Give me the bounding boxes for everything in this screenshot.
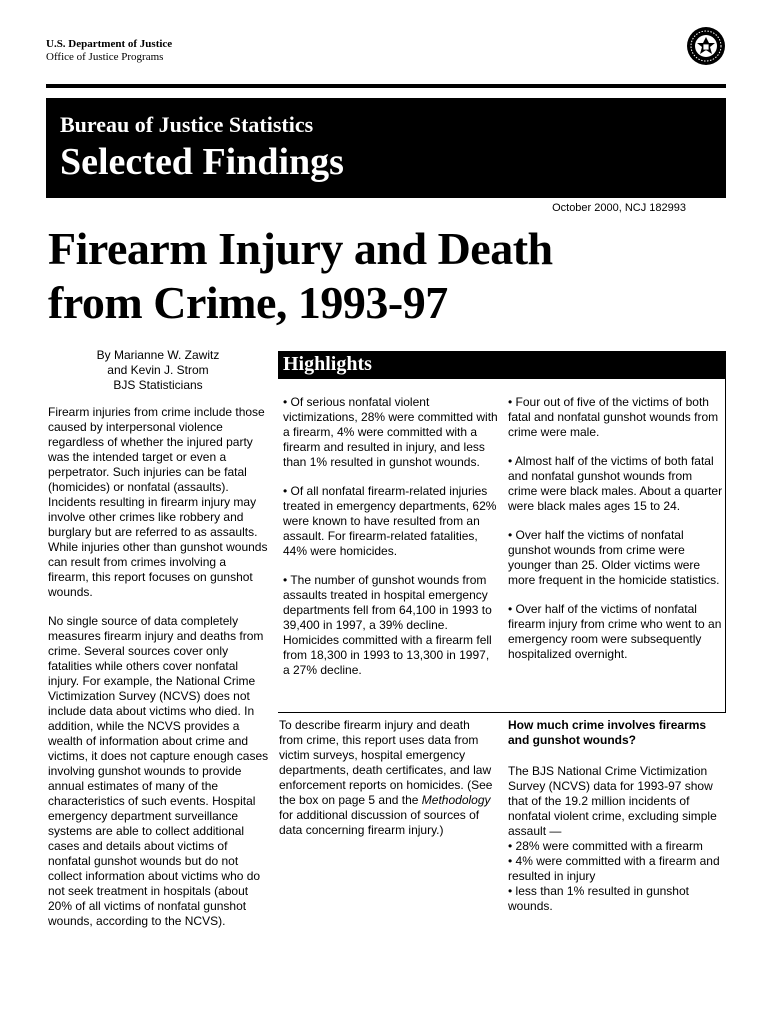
highlight-item: • Of serious nonfatal violent victimizations, 28% were committed with a firearm, 4% were committed with a firearm and resulted in injury, and less than 1% resulted in gunshot wounds. [283,395,498,469]
byline-line-1: By Marianne W. Zawitz [96,348,220,362]
highlight-item: • Over half the victims of nonfatal gunshot wounds from crime were younger than 25. Older victims were more frequent in the homicide statistics. [508,528,720,587]
highlight-item: • Over half of the victims of nonfatal firearm injury from crime who went to an emergency room were subsequently hospitalized overnight. [508,602,722,661]
paragraph: No single source of data completely measures firearm injury and deaths from crime. Several sources cover only fatalities while others cover nonfatal injury. For example, the National Crime Victimization Survey (NCVS) does not include data about victims who died. In addition, while the NCVS provides a wealth of information about crime and victims, it does not capture enough cases involving gunshot wounds to provide annual estimates of many of the characteristics of such events. Hospital emergency department surveillance systems are able to collect additional cases and details about victims of nonfatal gunshot wounds but do not collect information about victims who do not seek treatment in hospitals (about 20% of all victims of nonfatal gunshot wounds, according to the NCVS). [48,614,269,928]
highlight-item: • Of all nonfatal firearm-related injuries treated in emergency departments, 62% were known to have resulted from an assault. For firearm-related fatalities, 44% were homicides. [283,484,497,558]
banner-agency: Bureau of Justice Statistics [60,112,314,137]
highlights-left-column [283,395,499,692]
paragraph: Firearm injuries from crime include those caused by interpersonal violence regardless of whether the injured party was the intended target or even a perpetrator. Such injuries can be fatal (homicides) or nonfatal (assaults). Incidents resulting in firearm injury may involve other crimes like robbery and burglary but are referred to as assaults. While injuries other than gunshot wounds can result from crimes involving a firearm, this report focuses on gunshot wounds. [48,405,268,599]
paragraph: The BJS National Crime Victimization Survey (NCVS) data for 1993-97 show that of the 19.2 million incidents of nonfatal violent crime, excluding simple assault — [508,764,717,838]
highlights-heading: Highlights [283,353,372,375]
office-name: Office of Justice Programs [46,51,164,63]
highlight-item: • Almost half of the victims of both fatal and nonfatal gunshot wounds from crime were black males. About a quarter were black males ages 15 to 24. [508,454,723,513]
title-line-2: from Crime, 1993-97 [48,277,448,328]
byline-line-2: and Kevin J. Strom [107,363,209,377]
highlights-right-column [508,395,724,676]
left-column [48,405,270,943]
byline [48,348,268,393]
bullet-item: • 4% were committed with a firearm and resulted in injury [508,854,720,883]
highlight-item: • Four out of five of the victims of both fatal and nonfatal gunshot wounds from crime were male. [508,395,719,439]
highlight-item: • The number of gunshot wounds from assaults treated in hospital emergency departments fell from 64,100 in 1993 to 39,400 in 1997, a 39% decline. Homicides committed with a firearm fell from 18,300 in 1993 to 13,300 in 1997, a 27% decline. [283,573,492,677]
text-segment: for additional discussion of sources of data concerning firearm injury.) [279,808,480,837]
series-banner [46,98,726,198]
section-heading: How much crime involves firearms and gunshot wounds? [508,718,707,747]
methodology-reference: Methodology [421,793,491,807]
bullet-item: • 28% were committed with a firearm [508,839,703,853]
paragraph [279,718,495,838]
middle-column [279,718,495,852]
date-ncj: October 2000, NCJ 182993 [552,202,686,214]
banner-series: Selected Findings [60,141,344,183]
department-name: U.S. Department of Justice [46,38,173,50]
doj-seal-icon [686,26,726,66]
header-rule [46,84,726,88]
text-segment: To describe firearm injury and death from crime, this report uses data from victim surveys, hospital emergency departments, death certificates, and law enforcement reports on homicides. (See the box on page 5 and the [279,718,493,807]
byline-line-3: BJS Statisticians [113,378,203,392]
report-title [48,222,553,330]
right-column [508,718,728,914]
bullet-item: • less than 1% resulted in gunshot wounds. [508,884,689,913]
highlights-header [278,351,726,379]
title-line-1: Firearm Injury and Death [48,223,553,274]
